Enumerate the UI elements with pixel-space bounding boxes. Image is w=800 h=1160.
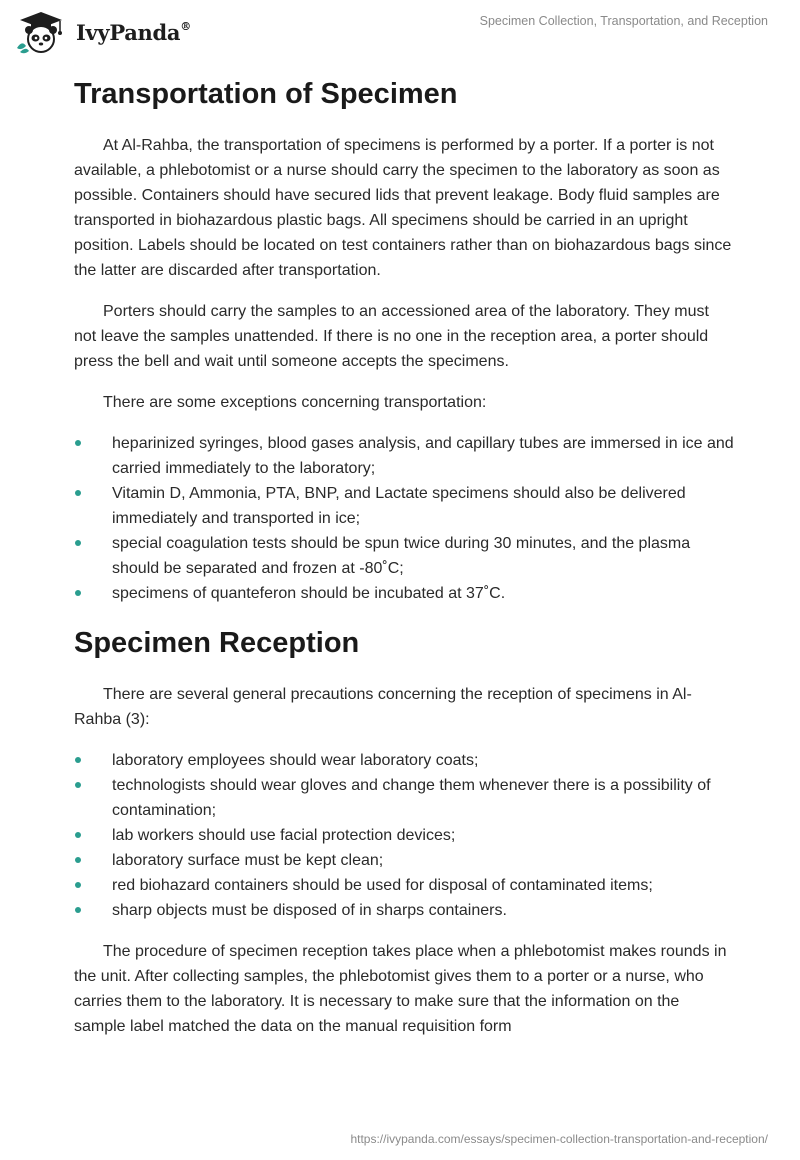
running-title: Specimen Collection, Transportation, and Reception — [479, 14, 768, 28]
paragraph: There are several general precautions concerning the reception of specimens in Al-Rahba (3): — [74, 686, 692, 728]
section-heading-transportation: Transportation of Specimen — [74, 78, 458, 110]
paragraph: At Al-Rahba, the transportation of specimens is performed by a porter. If a porter is not available, a phlebotomist or a nurse should carry the specimen to the laboratory as soon as possible. Containers should have secured lids that prevent leakage. Body fluid samples are transported in biohazardous plastic bags. All specimens should be carried in an upright position. Labels should be located on test containers rather than on biohazardous bags since the latter are discarded after transportation. — [74, 137, 732, 279]
list-item: technologists should wear gloves and change them whenever there is a possibility of contamination; — [60, 773, 734, 823]
bullet-dot-icon — [75, 832, 81, 838]
bullet-list-transport-exceptions — [74, 431, 734, 606]
paragraph: The procedure of specimen reception takes place when a phlebotomist makes rounds in the unit. After collecting samples, the phlebotomist gives them to a porter or a nurse, who carries them to the laboratory. It is necessary to make sure that the information on the sample label matched the data on the manual requisition form — [74, 943, 727, 1035]
list-item: laboratory surface must be kept clean; — [60, 848, 734, 873]
list-item: sharp objects must be disposed of in sharps containers. — [60, 898, 734, 923]
bullet-dot-icon — [75, 857, 81, 863]
list-item: heparinized syringes, blood gases analysis, and capillary tubes are immersed in ice and carried immediately to the laboratory; — [60, 431, 734, 481]
bullet-dot-icon — [75, 907, 81, 913]
bullet-dot-icon — [75, 757, 81, 763]
bullet-dot-icon — [75, 490, 81, 496]
bullet-dot-icon — [75, 590, 81, 596]
list-item: special coagulation tests should be spun twice during 30 minutes, and the plasma should be separated and frozen at -80˚C; — [60, 531, 734, 581]
section-heading-reception: Specimen Reception — [74, 627, 360, 659]
bullet-dot-icon — [75, 882, 81, 888]
list-item: lab workers should use facial protection devices; — [60, 823, 734, 848]
bullet-dot-icon — [75, 782, 81, 788]
brand-logo[interactable] — [14, 10, 191, 54]
paragraph: There are some exceptions concerning transportation: — [103, 394, 487, 411]
bullet-dot-icon — [75, 540, 81, 546]
list-item: laboratory employees should wear laboratory coats; — [60, 748, 734, 773]
list-item: Vitamin D, Ammonia, PTA, BNP, and Lactate specimens should also be delivered immediately and transported in ice; — [60, 481, 734, 531]
list-item: specimens of quanteferon should be incubated at 37˚C. — [60, 581, 734, 606]
footer-source-url[interactable]: https://ivypanda.com/essays/specimen-collection-transportation-and-reception/ — [350, 1132, 768, 1146]
panda-graduate-icon — [14, 10, 68, 54]
bullet-dot-icon — [75, 440, 81, 446]
list-item: red biohazard containers should be used for disposal of contaminated items; — [60, 873, 734, 898]
essay-content — [74, 70, 734, 1055]
page-header — [0, 0, 800, 70]
paragraph: Porters should carry the samples to an accessioned area of the laboratory. They must not leave the samples unattended. If there is no one in the reception area, a porter should press the bell and wait until someone accepts the specimens. — [74, 303, 709, 370]
brand-name: IvyPanda® — [76, 19, 191, 45]
bullet-list-reception-precautions — [74, 748, 734, 923]
